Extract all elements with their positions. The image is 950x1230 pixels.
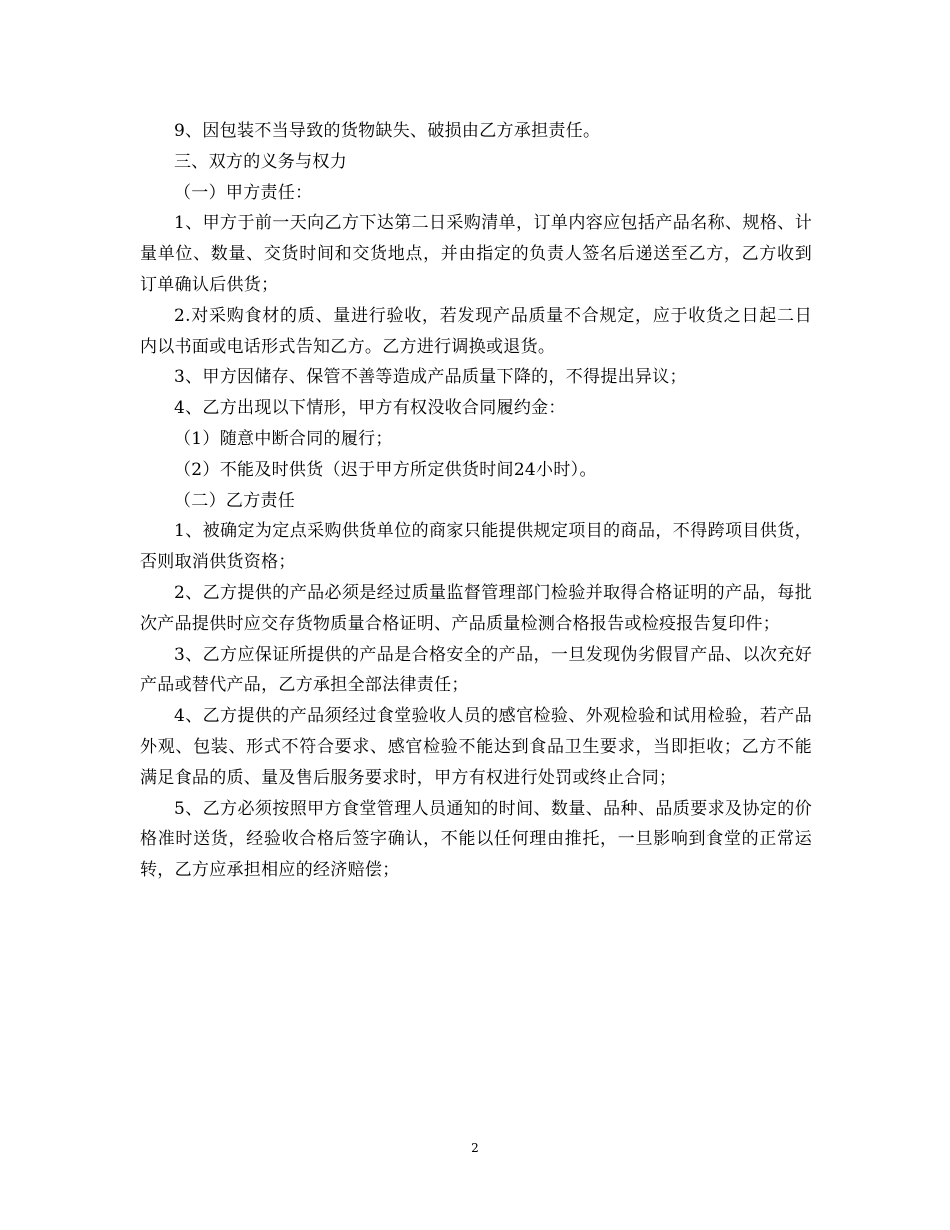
- paragraph-party-a-4: 4、乙方出现以下情形，甲方有权没收合同履约金：: [174, 398, 566, 419]
- subsection-heading-party-b: （二）乙方责任: [174, 490, 296, 511]
- paragraph-party-b-2: 2、乙方提供的产品必须是经过质量监督管理部门检验并取得合格证明的产品，每批次产品提供时应交存货物质量合格证明、产品质量检测合格报告或检疫报告复印件；: [140, 582, 812, 634]
- paragraph-clause-9: 9、因包装不当导致的货物缺失、破损由乙方承担责任。: [174, 121, 601, 141]
- document-body: [140, 116, 812, 886]
- paragraph-party-a-3: 3、甲方因储存、保管不善等造成产品质量下降的，不得提出异议；: [174, 367, 687, 388]
- paragraph-party-b-3: 3、乙方应保证所提供的产品是合格安全的产品，一旦发现伪劣假冒产品、以次充好产品或替代产品，乙方承担全部法律责任；: [140, 644, 812, 696]
- paragraph-party-b-1: 1、被确定为定点采购供货单位的商家只能提供规定项目的商品，不得跨项目供货，否则取消供货资格；: [140, 521, 812, 573]
- paragraph-party-b-5: 5、乙方必须按照甲方食堂管理人员通知的时间、数量、品种、品质要求及协定的价格准时送货，经验收合格后签字确认，不能以任何理由推托，一旦影响到食堂的正常运转，乙方应承担相应的经济赔偿；: [140, 798, 812, 881]
- paragraph-party-a-4-item-2: （2）不能及时供货（迟于甲方所定供货时间24小时）。: [174, 459, 597, 480]
- page-number: 2: [471, 1141, 479, 1155]
- paragraph-party-a-2: 2.对采购食材的质、量进行验收，若发现产品质量不合规定，应于收货之日起二日内以书面或电话形式告知乙方。乙方进行调换或退货。: [140, 305, 812, 357]
- subsection-heading-party-a: （一）甲方责任：: [174, 182, 313, 203]
- section-heading-obligations: 三、双方的义务与权力: [174, 151, 347, 172]
- paragraph-party-a-4-item-1: （1）随意中断合同的履行；: [174, 428, 393, 449]
- paragraph-party-b-4: 4、乙方提供的产品须经过食堂验收人员的感官检验、外观检验和试用检验，若产品外观、包装、形式不符合要求、感官检验不能达到食品卫生要求，当即拒收；乙方不能满足食品的质、量及售后服务要求时，甲方有权进行处罚或终止合同；: [140, 706, 812, 788]
- paragraph-party-a-1: 1、甲方于前一天向乙方下达第二日采购清单，订单内容应包括产品名称、规格、计量单位、数量、交货时间和交货地点，并由指定的负责人签名后递送至乙方，乙方收到订单确认后供货；: [140, 213, 812, 295]
